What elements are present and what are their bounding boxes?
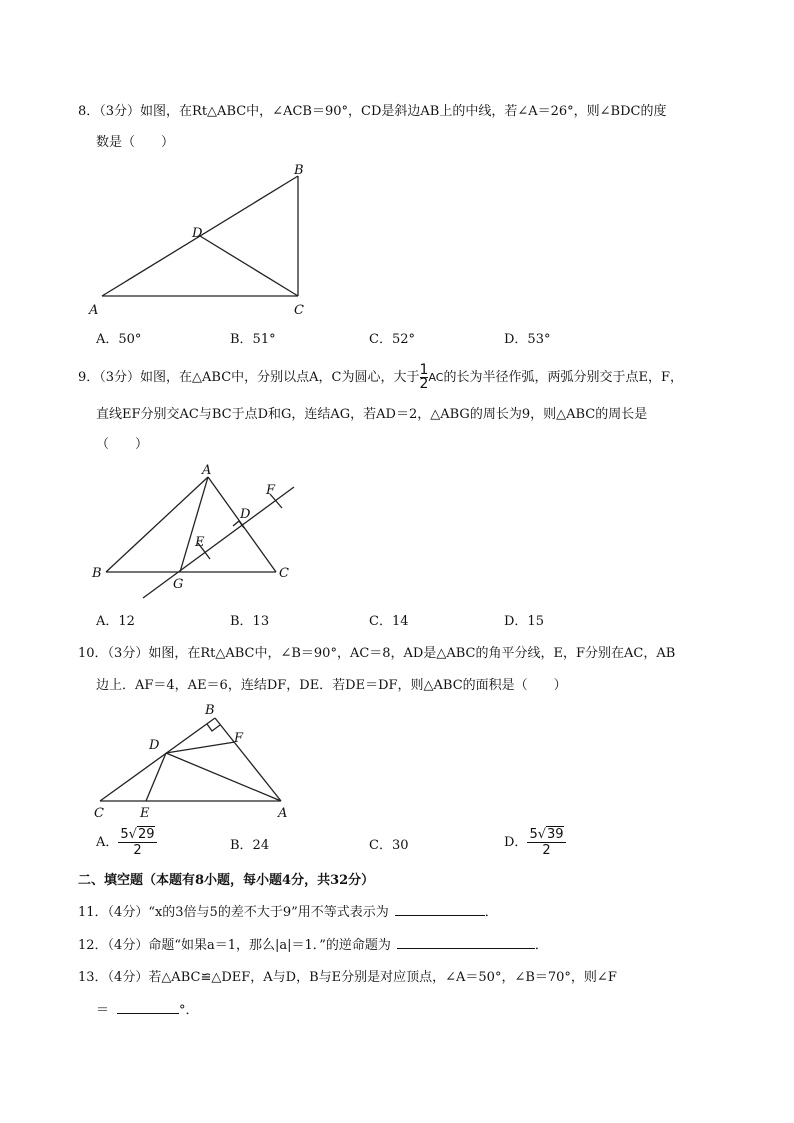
q10-label-e: E xyxy=(140,806,150,821)
q13-answer-blank[interactable] xyxy=(117,1001,179,1014)
q9-line1-post: 的长为半径作弧，两弧分别交于点E，F， xyxy=(443,370,683,385)
q8-option-c[interactable]: C．52° xyxy=(369,332,415,347)
q10-bisector-ad xyxy=(166,753,281,801)
q12-line xyxy=(78,936,548,955)
q8-median-cd xyxy=(200,236,298,296)
q8-label-d: D xyxy=(192,226,203,241)
q12-answer-blank[interactable] xyxy=(397,936,535,949)
q8-line2: 数是（ ） xyxy=(96,135,175,150)
q8-figure xyxy=(88,162,328,322)
q10-option-d-coef: 5 xyxy=(529,827,538,842)
q10-label-d: D xyxy=(149,738,160,753)
q9-label-d: D xyxy=(240,507,251,522)
q9-line-ef xyxy=(143,487,294,598)
q13-line1: 13．（4分）若△ABC≌△DEF，A与D，B与E分别是对应顶点，∠A＝50°，∠B＝70°，则∠F xyxy=(78,970,617,985)
q10-right-angle-mark xyxy=(207,724,220,731)
q9-figure xyxy=(88,460,318,605)
q10-option-a-coef: 5 xyxy=(120,827,129,842)
q11-text: 11．（4分）“x的3倍与5的差不大于9”用不等式表示为 xyxy=(78,905,389,920)
q9-label-f: F xyxy=(266,483,276,498)
q9-line1 xyxy=(78,364,683,391)
q9-option-c[interactable]: C．14 xyxy=(369,614,409,629)
q11-answer-blank[interactable] xyxy=(395,903,485,916)
q10-option-b[interactable]: B．24 xyxy=(230,838,270,853)
q8-option-a[interactable]: A．50° xyxy=(96,332,142,347)
q9-line3: （ ） xyxy=(96,437,149,452)
q13-line2-end: °． xyxy=(179,1003,199,1018)
q9-label-c: C xyxy=(279,566,289,581)
q8-label-a: A xyxy=(89,303,99,318)
q8-label-c: C xyxy=(294,303,304,318)
q9-label-a: A xyxy=(202,463,212,478)
q9-frac-num: 1 xyxy=(419,362,429,378)
q10-option-a-prefix: A． xyxy=(96,835,119,850)
q11-line xyxy=(78,903,498,922)
q10-option-a[interactable] xyxy=(96,827,157,858)
q10-option-d-fraction: $\frac{5√39}{2}$ xyxy=(529,827,564,858)
q10-label-b: B xyxy=(205,703,215,718)
q10-option-d-radicand: 39 xyxy=(547,827,564,842)
section-2-heading: 二、填空题（本题有8小题，每小题4分，共32分） xyxy=(78,873,375,888)
q10-label-a: A xyxy=(278,806,288,821)
q10-label-c: C xyxy=(94,806,104,821)
q9-label-e: E xyxy=(195,535,205,550)
q10-label-f: F xyxy=(234,731,244,746)
q10-side-ba xyxy=(215,718,281,801)
q10-option-d-prefix: D． xyxy=(504,835,528,850)
q9-option-a[interactable]: A．12 xyxy=(96,614,135,629)
q9-segment-ag xyxy=(180,477,208,572)
q10-option-a-den: 2 xyxy=(133,843,142,858)
q12-text: 12．（4分）命题“如果a＝1，那么|a|＝1．”的逆命题为 xyxy=(78,938,391,953)
q8-line1: 8．（3分）如图，在Rt△ABC中，∠ACB＝90°，CD是斜边AB上的中线，若∠A＝26°，则∠BDC的度 xyxy=(78,104,667,119)
q10-line1: 10．（3分）如图，在Rt△ABC中，∠B＝90°，AC＝8，AD是△ABC的角平分线，E，F分别在AC，AB xyxy=(78,646,676,661)
q9-frac-after: AC xyxy=(428,371,444,384)
q9-frac-den: 2 xyxy=(419,376,429,392)
q9-option-b[interactable]: B．13 xyxy=(230,614,270,629)
q10-line2: 边上．AF＝4，AE＝6，连结DF，DE．若DE＝DF，则△ABC的面积是（ ） xyxy=(96,678,567,693)
q8-option-b[interactable]: B．51° xyxy=(230,332,276,347)
q13-line2-pre: ＝ xyxy=(96,1003,110,1018)
q10-option-a-radicand: 29 xyxy=(137,827,155,842)
q9-label-g: G xyxy=(173,577,184,592)
q10-option-c[interactable]: C．30 xyxy=(369,838,409,853)
q10-option-a-fraction: $\frac{5√29}{2}$ xyxy=(120,827,155,858)
q8-label-b: B xyxy=(294,163,304,178)
q9-side-ab xyxy=(106,477,208,572)
q12-end: ． xyxy=(534,938,548,953)
q11-end: ． xyxy=(484,905,498,920)
q9-line2: 直线EF分别交AC与BC于点D和G，连结AG，若AD＝2，△ABG的周长为9，则△ABC的周长是 xyxy=(96,407,648,422)
q10-figure xyxy=(88,700,308,825)
q10-segment-df xyxy=(166,742,235,753)
q10-option-d-den: 2 xyxy=(542,843,551,858)
q9-label-b: B xyxy=(92,566,102,581)
q10-option-d[interactable] xyxy=(504,827,566,858)
q9-line1-pre: 9．（3分）如图，在△ABC中，分别以点A，C为圆心，大于 xyxy=(78,370,420,385)
q9-option-d[interactable]: D．15 xyxy=(504,614,544,629)
q13-line2 xyxy=(96,1001,199,1020)
q10-side-cb xyxy=(100,718,215,801)
q8-option-d[interactable]: D．53° xyxy=(504,332,551,347)
